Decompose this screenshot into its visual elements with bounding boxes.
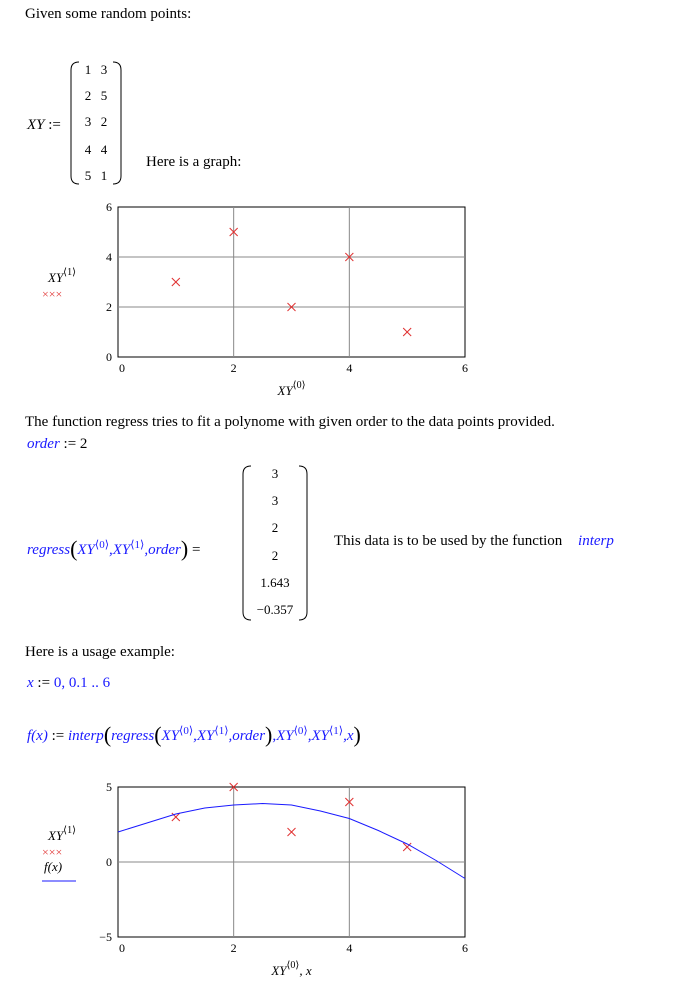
column-superscript: ⟨1⟩ [130, 539, 145, 551]
xy-arg: XY [77, 542, 95, 558]
x-tick-label: 2 [230, 941, 237, 955]
matrix-cell: 4 [84, 142, 92, 157]
regression-chart[interactable] [0, 776, 674, 996]
xy-lhs [27, 117, 61, 134]
x-name: x [27, 675, 34, 691]
interp-note-text: This data is to be used by the function [334, 533, 563, 549]
vector-cell: 1.643 [260, 575, 290, 590]
interp-note [334, 533, 614, 550]
matrix-brackets [70, 58, 122, 188]
regress-result-vector[interactable] [242, 462, 308, 624]
function-description: The function regress tries to fit a polynome with given order to the data points provided. [25, 414, 555, 430]
y-axis-label: f(x) [44, 859, 63, 874]
matrix-cell: 2 [84, 88, 92, 103]
plot-area [118, 207, 465, 357]
column-superscript: ⟨0⟩ [179, 725, 194, 737]
interp-func-name: interp [578, 533, 614, 549]
intro-text: Given some random points: [25, 6, 192, 22]
y-tick-label: 6 [106, 200, 112, 214]
x-arg: ,x [343, 728, 354, 744]
f-lhs: f(x) [27, 728, 48, 744]
x-axis-label: $XY^{⟨0⟩}$ [277, 380, 306, 398]
xy-lhs-name: XY [27, 117, 45, 133]
order-name: order [27, 436, 60, 452]
vector-cell: 2 [271, 548, 279, 563]
x-tick-label: 6 [462, 361, 468, 375]
assign-operator: := [63, 436, 77, 452]
regress-func: regress [111, 728, 155, 744]
regress-expression[interactable]: $regress(XY^{⟨0⟩},XY^{⟨1⟩},order)$ = [27, 536, 201, 561]
matrix-cell: 3 [84, 114, 92, 129]
order-arg: ,order [228, 728, 266, 744]
x-tick-label: 0 [119, 941, 125, 955]
order-definition[interactable] [27, 436, 87, 453]
matrix-cell: 3 [100, 62, 108, 77]
order-value: 2 [79, 436, 88, 452]
y-tick-label: 0 [106, 855, 112, 869]
x-axis-label: $XY^{⟨0⟩}$, x [271, 960, 312, 978]
order-arg: ,order [144, 542, 181, 558]
y-tick-label: 2 [106, 300, 112, 314]
matrix-cell: 5 [84, 168, 92, 183]
matrix-cell: 2 [100, 114, 108, 129]
xy-arg: XY [112, 542, 131, 558]
column-superscript: ⟨0⟩ [94, 539, 109, 551]
y-axis-label: $XY^{⟨1⟩}$ [48, 267, 76, 285]
graph-caption: Here is a graph: [146, 154, 242, 170]
column-superscript: ⟨0⟩ [293, 725, 308, 737]
assign-operator: := [51, 728, 65, 744]
vector-brackets [242, 462, 308, 624]
xy-arg: XY [276, 728, 294, 744]
matrix-cell: 1 [100, 168, 108, 183]
usage-title: Here is a usage example: [25, 644, 175, 660]
y-axis-label: $XY^{⟨1⟩}$ [48, 825, 76, 843]
x-tick-label: 4 [346, 361, 353, 375]
vector-cell: −0.357 [256, 602, 294, 617]
x-tick-label: 2 [230, 361, 237, 375]
regress-func: regress [27, 542, 71, 558]
vector-cell: 3 [271, 466, 279, 481]
y-tick-label: −5 [99, 930, 112, 944]
interp-func: interp [67, 728, 104, 744]
equals-operator: = [191, 542, 201, 558]
x-tick-label: 6 [462, 941, 468, 955]
column-superscript: ⟨1⟩ [214, 725, 229, 737]
comma: , [109, 542, 113, 558]
x-tick-label: 4 [346, 941, 353, 955]
xy-arg: XY [161, 728, 180, 744]
x-definition[interactable] [27, 675, 110, 692]
assign-operator: := [37, 675, 51, 691]
matrix-cell: 1 [84, 62, 92, 77]
column-superscript: ⟨1⟩ [328, 725, 344, 737]
matrix-cell: 4 [100, 142, 108, 157]
vector-cell: 2 [271, 520, 279, 535]
legend-marker: ××× [42, 287, 63, 301]
assign-operator: := [48, 117, 61, 133]
f-definition[interactable]: f(x) := $interp(regress(XY^{⟨0⟩},XY^{⟨1⟩},order),XY^{⟨0⟩},XY^{⟨1⟩},x)$ [27, 722, 361, 747]
legend-marker: ××× [42, 845, 63, 859]
matrix-cell: 5 [100, 88, 108, 103]
xy-matrix[interactable] [70, 58, 122, 188]
x-range-value: 0, 0.1 .. 6 [53, 675, 111, 691]
y-tick-label: 4 [106, 250, 112, 264]
scatter-chart[interactable] [0, 196, 674, 414]
xy-arg: XY [196, 728, 215, 744]
y-tick-label: 0 [106, 350, 112, 364]
vector-cell: 3 [271, 493, 279, 508]
y-tick-label: 5 [106, 780, 112, 794]
xy-arg: XY [311, 728, 329, 744]
x-tick-label: 0 [119, 361, 125, 375]
